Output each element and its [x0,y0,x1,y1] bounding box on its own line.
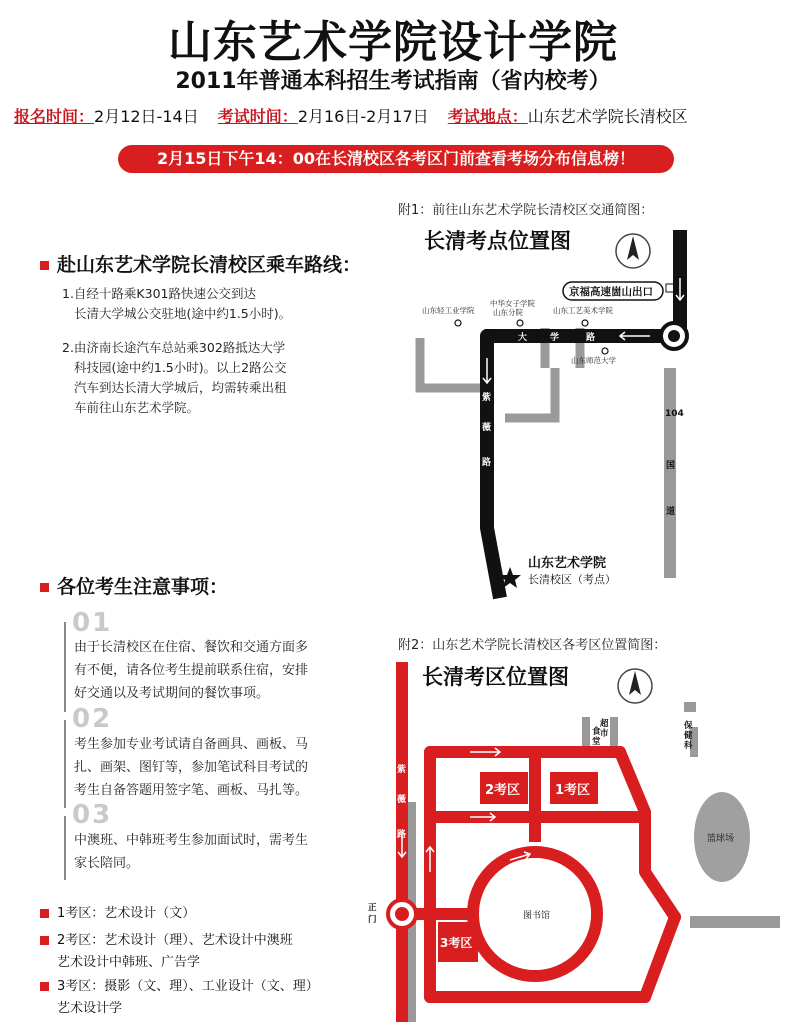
bullet-square-icon [40,261,49,270]
note-divider [64,816,66,880]
note-divider [64,622,66,712]
clinic-label: 科 [684,741,693,751]
exam-info-line [14,104,702,127]
junction-dot-icon [424,746,436,758]
map1-title: 长清考点位置图 [424,229,571,253]
school-label: 山东工艺美术学院 [553,306,613,315]
school-label: 山东分院 [493,308,523,317]
school-label: 中华女子学院 [490,299,535,308]
road-label-ziwei: 路 [482,458,492,468]
junction-dot-icon [614,746,626,758]
north-arrow-icon [616,234,650,268]
exit-label: 京福高速崮山出口 [569,286,653,298]
route-item-1: 1.自经十路乘K301路快速公交到达 长清大学城公交驻地(途中约1.5小时)。 [62,286,292,321]
note-item-2: 考生参加专业考试请自备画具、画板、马 扎、画架、图钉等，参加笔试科目考试的 考生自备答题用签字笔、画板、马扎等。 [74,737,309,798]
road-label-daxue: 大 [518,333,528,343]
exit-square-icon [666,284,674,292]
grey-road [420,338,480,388]
junction-marker-icon [668,330,680,342]
junction-dot-icon [639,811,651,823]
school-label: 山东师范大学 [571,356,616,365]
reg-time-label: 报名时间： [14,107,95,126]
junction-dot-icon [424,811,436,823]
zone-list-item-1: 1考区：艺术设计（文） [40,903,195,925]
main-gate-label: 正 [368,903,377,913]
road-label-daxue: 路 [586,333,596,343]
road-label-ziwei: 薇 [397,795,407,805]
zone-list-item-2: 2考区：艺术设计（理）、艺术设计中澳班 艺术设计中韩班、广告学 [40,930,293,974]
map1-caption: 附1：前往山东艺术学院长清校区交通简图： [398,203,654,218]
note-number-2: 02 [72,704,113,734]
junction-dot-icon [424,991,436,1003]
canteen-label: 堂 [592,737,601,747]
clinic-label: 保 [684,721,693,731]
junction-dot-icon [639,991,651,1003]
grey-road [505,368,555,418]
junction-dot-icon [669,911,681,923]
destination-campus: 长清校区（考点） [528,573,616,586]
page-subtitle: 2011年普通本科招生考试指南（省内校考） [175,69,611,94]
exam-time-value: 2月16日-2月17日 [297,107,429,126]
zone-list-item-3: 3考区：摄影（文、理）、工业设计（文、理） 艺术设计学 [40,976,319,1020]
reg-time-value: 2月12日-14日 [94,107,199,126]
library-label: 图书馆 [523,911,551,921]
exam-place-label: 考试地点： [447,107,528,126]
map2-campus-map [360,652,780,1022]
note-item-1: 由于长清校区在住宿、餐饮和交通方面多 有不便，请各位考生提前联系住宿，安排 好交通以及考试期间的餐饮事项。 [74,640,309,701]
clinic-label: 健 [684,731,693,741]
basketball-label: 篮球场 [707,834,735,844]
note-number-1: 01 [72,608,113,638]
map1-location-map [380,218,780,610]
bullet-square-icon [40,909,49,918]
canteen-label: 食 [592,727,601,737]
main-gate-marker-icon [395,907,409,921]
market-label: 超 [600,719,609,729]
exam-time-label: 考试时间： [217,107,298,126]
road-label-104: 104 [665,409,684,419]
zone-1-label: 1考区 [555,783,591,798]
route-heading: 赴山东艺术学院长清校区乘车路线： [40,250,361,277]
notes-heading: 各位考生注意事项： [40,572,228,599]
north-arrow-icon [618,669,652,703]
canteen-block [582,717,590,747]
school-marker-icon [582,320,588,326]
map2-caption: 附2：山东艺术学院长清校区各考区位置简图： [398,638,667,653]
school-marker-icon [602,348,608,354]
page-title: 山东艺术学院设计学院 [168,17,618,68]
road-label-ziwei: 路 [397,830,407,840]
note-divider [64,720,66,808]
junction-dot-icon [529,811,541,823]
road-label-104: 道 [666,507,676,517]
school-marker-icon [455,320,461,326]
notice-banner: 2月15日下午14：00在长清校区各考区门前查看考场分布信息榜！ [118,145,674,173]
zone-3-label: 3考区 [440,936,473,950]
school-label: 山东轻工业学院 [422,306,475,315]
road-label-ziwei: 紫 [482,393,492,403]
exam-place-value: 山东艺术学院长清校区 [527,107,688,126]
market-label: 市 [600,729,609,739]
bullet-square-icon [40,982,49,991]
main-gate-label: 门 [368,915,377,925]
destination-name: 山东艺术学院 [528,556,607,571]
junction-dot-icon [480,329,494,343]
map2-title: 长清考区位置图 [422,665,569,689]
bullet-square-icon [40,583,49,592]
bullet-square-icon [40,936,49,945]
market-block [610,717,618,747]
note-item-3: 中澳班、中韩班考生参加面试时，需考生 家长陪同。 [74,833,309,871]
zone-2-label: 2考区 [485,783,521,798]
road-label-ziwei: 薇 [482,423,492,433]
road-label-104: 国 [666,461,676,471]
road-label-daxue: 学 [550,333,560,343]
road-label-ziwei: 紫 [397,765,407,775]
school-marker-icon [517,320,523,326]
route-item-2: 2.由济南长途汽车总站乘302路抵达大学 科技园(途中约1.5小时)。以上2路公交 汽车到达长清大学城后，均需转乘出租 车前往山东艺术学院。 [62,340,287,415]
note-number-3: 03 [72,800,113,830]
